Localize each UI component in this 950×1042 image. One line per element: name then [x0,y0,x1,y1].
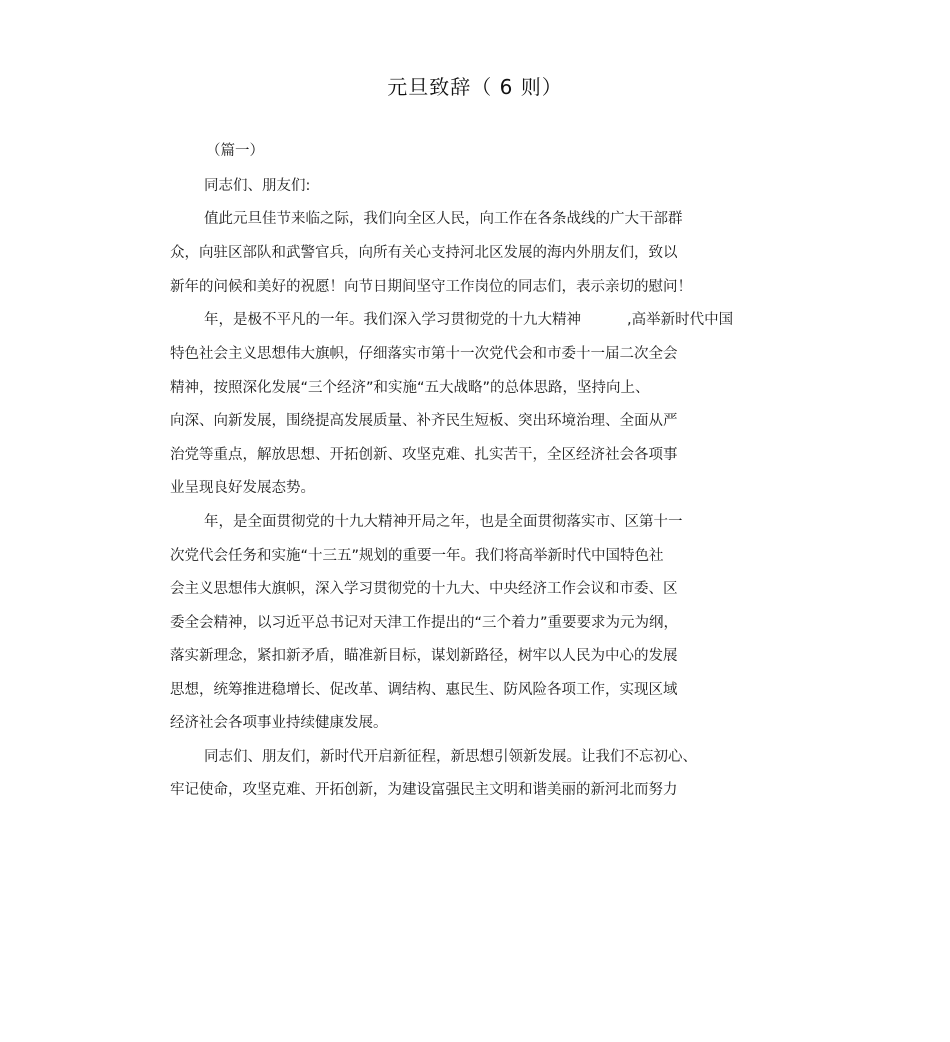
paragraph-line-part: ,高举新时代中国 [627,312,734,328]
paragraph-line [204,310,733,330]
paragraph-line: 特色社会主义思想伟大旗帜，仔细落实市第十一次党代会和市委十一届二次全会 [170,346,678,362]
paragraph-line: 新年的问候和美好的祝愿！向节日期间坚守工作岗位的同志们，表示亲切的慰问！ [170,279,692,295]
paragraph-line: 同志们、朋友们，新时代开启新征程，新思想引领新发展。让我们不忘初心、 [204,749,697,765]
paragraph-line: 落实新理念，紧扣新矛盾，瞄准新目标，谋划新路径，树牢以人民为中心的发展 [170,648,678,664]
greeting-line: 同志们、朋友们: [204,178,311,194]
paragraph-line: 业呈现良好发展态势。 [170,480,315,496]
document-title: 元旦致辞（ 6 则） [387,75,563,99]
paragraph-line: 牢记使命，攻坚克难、开拓创新，为建设富强民主文明和谐美丽的新河北而努力 [170,782,678,798]
paragraph-line-part: 年，是极不平凡的一年。我们深入学习贯彻党的十九大精神 [204,312,581,328]
section-heading: （篇一） [206,143,264,159]
paragraph-line: 年，是全面贯彻党的十九大精神开局之年，也是全面贯彻落实市、区第十一 [204,514,683,530]
paragraph-line: 经济社会各项事业持续健康发展。 [170,715,388,731]
paragraph-line: 值此元旦佳节来临之际，我们向全区人民，向工作在各条战线的广大干部群 [204,211,683,227]
paragraph-line: 精神，按照深化发展“三个经济”和实施“五大战略”的总体思路，坚持向上、 [170,380,650,396]
paragraph-line: 会主义思想伟大旗帜，深入学习贯彻党的十九大、中央经济工作会议和市委、区 [170,581,678,597]
paragraph-line: 思想，统筹推进稳增长、促改革、调结构、惠民生、防风险各项工作，实现区域 [170,682,678,698]
paragraph-line: 次党代会任务和实施“十三五”规划的重要一年。我们将高举新时代中国特色社 [170,548,664,564]
paragraph-line: 众，向驻区部队和武警官兵，向所有关心支持河北区发展的海内外朋友们，致以 [170,245,678,261]
paragraph-line: 治党等重点，解放思想、开拓创新、攻坚克难、扎实苦干，全区经济社会各项事 [170,447,678,463]
paragraph-line: 向深、向新发展，围绕提高发展质量、补齐民生短板、突出环境治理、全面从严 [170,413,678,429]
paragraph-line: 委全会精神，以习近平总书记对天津工作提出的“三个着力”重要要求为元为纲， [170,615,679,631]
